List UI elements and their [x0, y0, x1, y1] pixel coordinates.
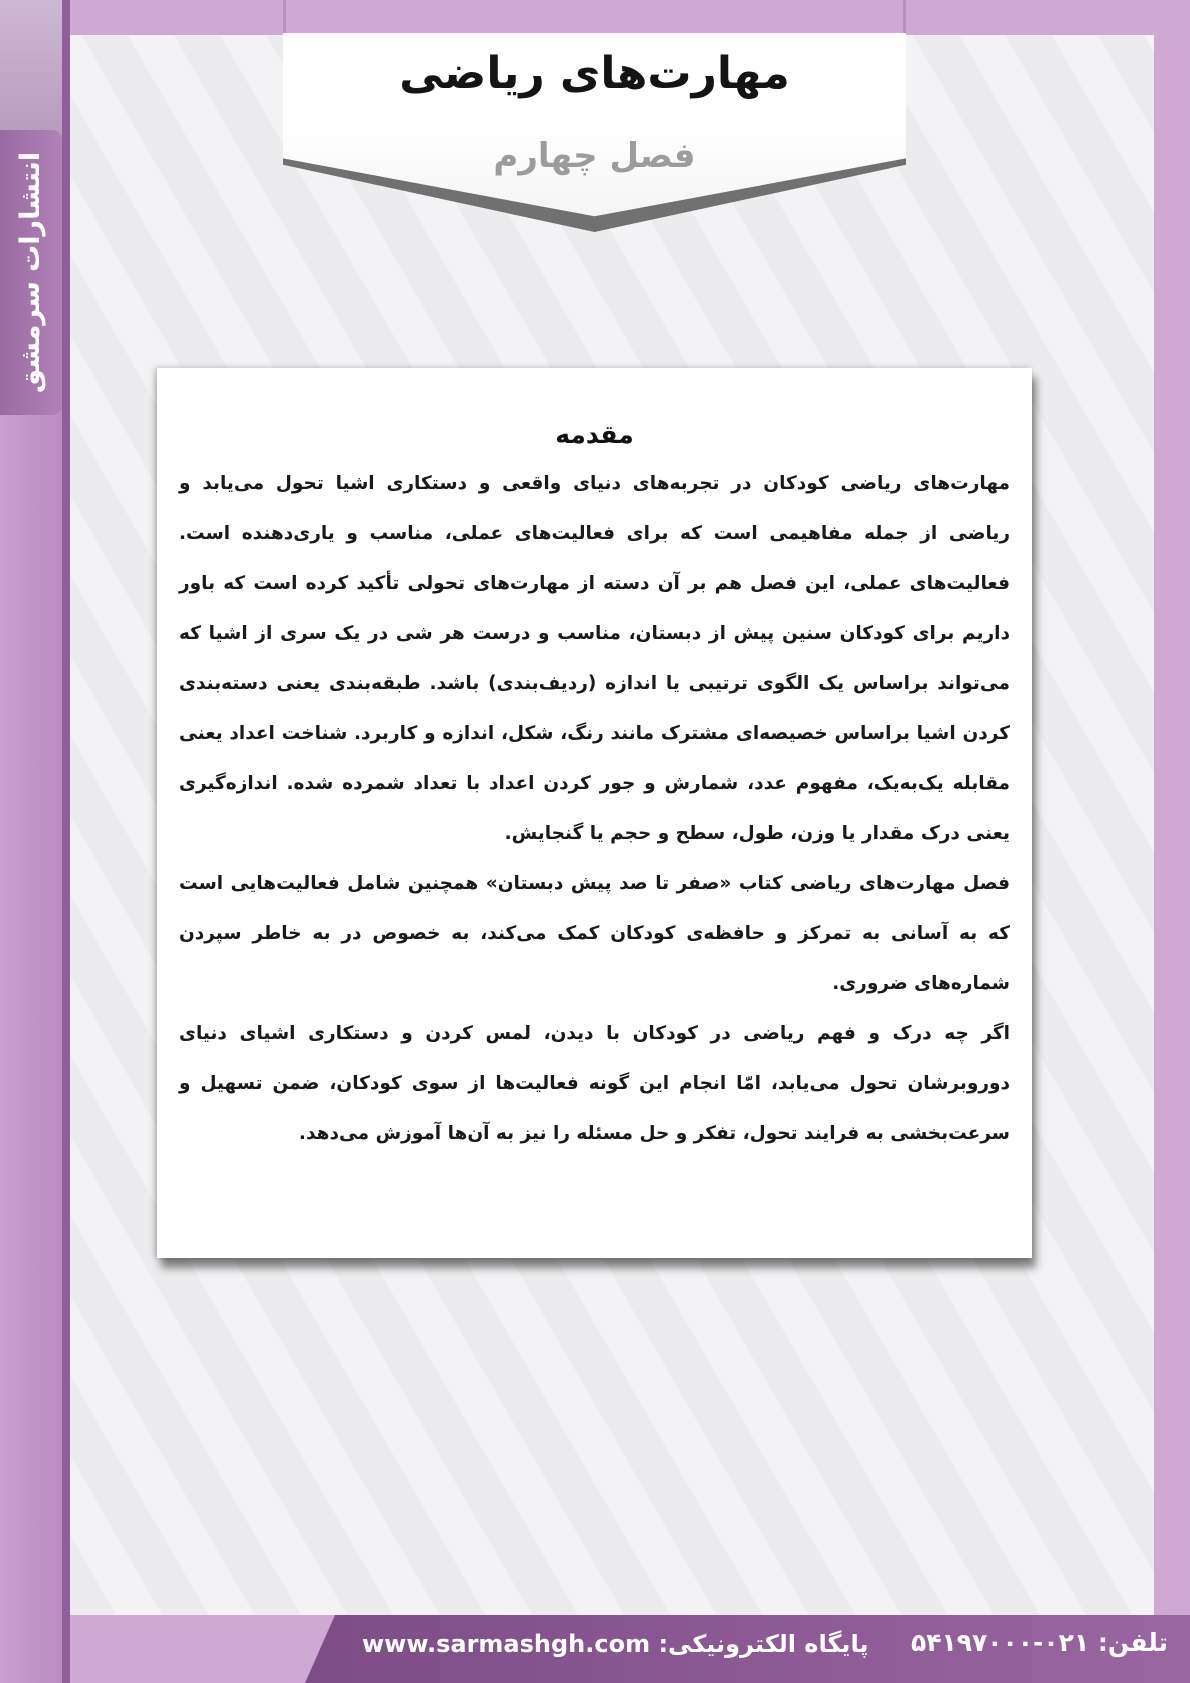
footer-website	[362, 1630, 868, 1658]
publisher-name: انتشارات سرمشق	[15, 151, 47, 394]
publisher-tab	[0, 130, 62, 415]
website-label: پایگاه الکترونیکی:	[658, 1630, 869, 1658]
website-link[interactable]: www.sarmashgh.com	[362, 1630, 651, 1658]
page-title: مهارت‌های ریاضی	[399, 48, 790, 99]
right-frame	[1154, 0, 1190, 1683]
banner-top-bar	[283, 0, 906, 33]
paragraph: فصل مهارت‌های ریاضی کتاب «صفر تا صد پیش دبستان» همچنین شامل فعالیت‌هایی است که به آسانی به تمرکز و حافظه‌ی کودکان کمک می‌کند، به خصوص در به خاطر سپردن شماره‌های ضروری.	[179, 873, 1010, 994]
footer-phone: تلفن: ۰۲۱-۵۴۱۹۷۰۰۰	[910, 1628, 1168, 1657]
card-title: مقدمه	[555, 420, 634, 449]
chapter-subtitle: فصل چهارم	[493, 136, 696, 176]
card-body	[179, 459, 1010, 1159]
side-top-panel	[0, 0, 62, 135]
paragraph: مهارت‌های ریاضی کودکان در تجربه‌های دنیای واقعی و دستکاری اشیا تحول می‌یابد و ریاضی از جمله مفاهیمی است که برای فعالیت‌های عملی، مناسب و یاری‌دهنده است. فعالیت‌های عملی، این فصل هم بر آن دسته از مهارت‌های تحولی تأکید کرده است که باور داریم برای کودکان سنین پیش از دبستان، مناسب و درست هر شی در یک سری از اشیا که می‌تواند براساس یک الگوی ترتیبی یا اندازه (ردیف‌بندی) باشد. طبقه‌بندی یعنی دسته‌بندی کردن اشیا براساس خصیصه‌ای مشترک مانند رنگ، شکل، اندازه و کاربرد. شناخت اعداد یعنی مقابله یک‌به‌یک، مفهوم عدد، شمارش و جور کردن اعداد با تعداد شمرده شده. اندازه‌گیری یعنی درک مقدار یا وزن، طول، سطح و حجم یا گنجایش.	[179, 473, 1010, 844]
left-frame-strip	[62, 0, 70, 1683]
paragraph: اگر چه درک و فهم ریاضی در کودکان با دیدن، لمس کردن و دستکاری اشیای دنیای دوروبرشان تحول می‌یابد، امّا انجام این گونه فعالیت‌ها از سوی کودکان، ضمن تسهیل و سرعت‌بخشی به فرایند تحول، تفکر و حل مسئله را نیز به آن‌ها آموزش می‌دهد.	[179, 1023, 1010, 1144]
content-card	[157, 368, 1032, 1258]
